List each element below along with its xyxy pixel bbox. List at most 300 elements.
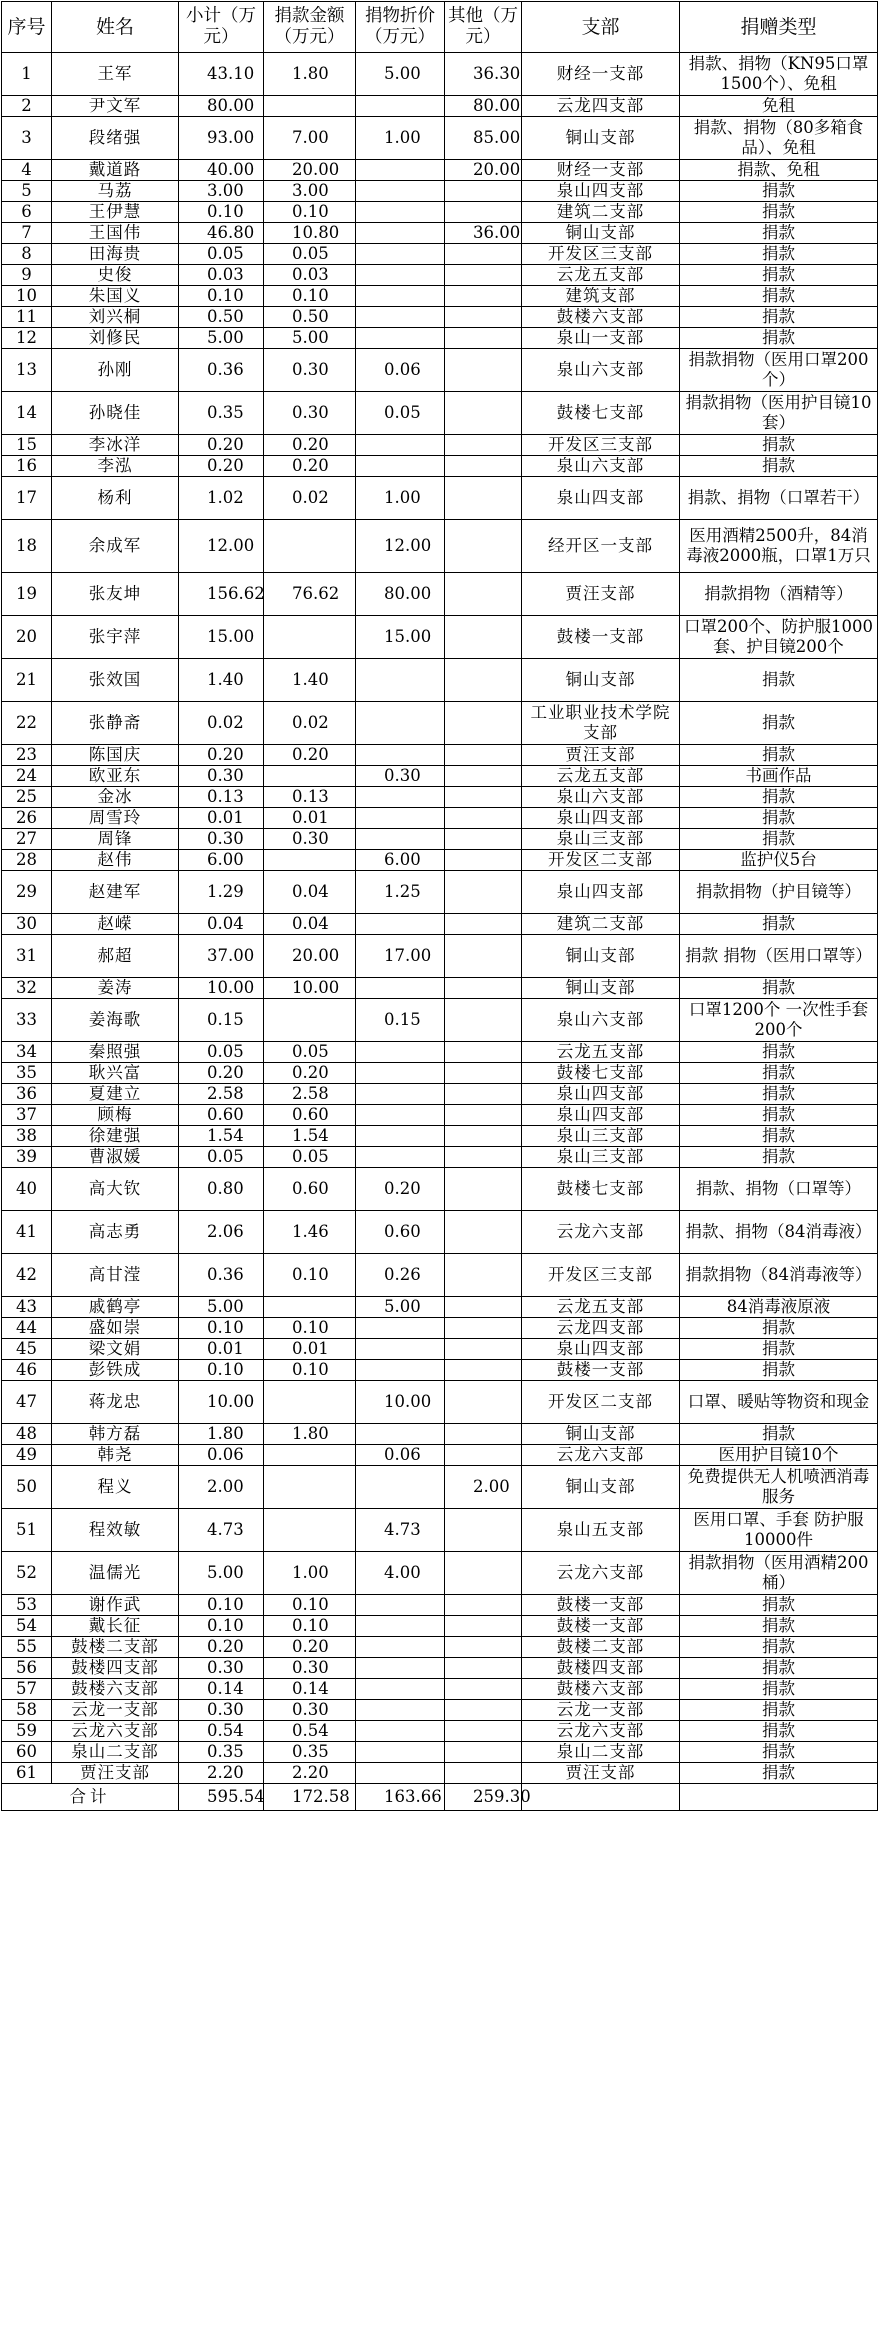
- cell-other: [445, 808, 522, 829]
- cell-branch: 云龙六支部: [522, 1721, 680, 1742]
- cell-other: [445, 1595, 522, 1616]
- cell-name: 盛如崇: [52, 1318, 179, 1339]
- table-row: [2, 829, 878, 850]
- cell-goods: 17.00: [356, 935, 445, 978]
- table-row: [2, 1466, 878, 1509]
- cell-type: 捐款: [680, 265, 878, 286]
- cell-subtotal: 0.30: [179, 829, 264, 850]
- cell-name: 曹淑媛: [52, 1147, 179, 1168]
- cell-goods: [356, 978, 445, 999]
- cell-no: 21: [2, 659, 52, 702]
- cell-branch: 泉山五支部: [522, 1509, 680, 1552]
- cell-cash: 0.30: [264, 392, 356, 435]
- cell-type: 口罩200个、防护服1000套、护目镜200个: [680, 616, 878, 659]
- cell-subtotal: 10.00: [179, 1381, 264, 1424]
- table-row: [2, 1042, 878, 1063]
- cell-subtotal: 1.29: [179, 871, 264, 914]
- table-row: [2, 1105, 878, 1126]
- cell-other: 20.00: [445, 160, 522, 181]
- cell-goods: [356, 181, 445, 202]
- cell-no: 30: [2, 914, 52, 935]
- cell-subtotal: 0.13: [179, 787, 264, 808]
- cell-type: 捐款捐物（医用酒精200桶）: [680, 1552, 878, 1595]
- cell-branch: 鼓楼六支部: [522, 307, 680, 328]
- table-row: [2, 1168, 878, 1211]
- cell-name: 王军: [52, 53, 179, 96]
- cell-goods: [356, 202, 445, 223]
- table-row: [2, 1763, 878, 1784]
- cell-type: 口罩、暖贴等物资和现金: [680, 1381, 878, 1424]
- cell-goods: 6.00: [356, 850, 445, 871]
- cell-type: 捐款: [680, 1318, 878, 1339]
- total-goods: 163.66: [356, 1784, 445, 1811]
- table-row: [2, 477, 878, 520]
- cell-subtotal: 0.01: [179, 808, 264, 829]
- cell-subtotal: 2.20: [179, 1763, 264, 1784]
- cell-other: 2.00: [445, 1466, 522, 1509]
- cell-branch: 铜山支部: [522, 978, 680, 999]
- cell-type: 84消毒液原液: [680, 1297, 878, 1318]
- cell-goods: [356, 745, 445, 766]
- cell-other: [445, 265, 522, 286]
- table-row: [2, 1063, 878, 1084]
- cell-branch: 铜山支部: [522, 117, 680, 160]
- cell-other: [445, 1700, 522, 1721]
- cell-subtotal: 93.00: [179, 117, 264, 160]
- cell-other: [445, 1042, 522, 1063]
- cell-name: 高甘滢: [52, 1254, 179, 1297]
- cell-subtotal: 2.06: [179, 1211, 264, 1254]
- table-row: [2, 978, 878, 999]
- cell-other: [445, 659, 522, 702]
- cell-branch: 云龙五支部: [522, 766, 680, 787]
- cell-branch: 云龙六支部: [522, 1445, 680, 1466]
- cell-no: 50: [2, 1466, 52, 1509]
- cell-no: 19: [2, 573, 52, 616]
- cell-no: 31: [2, 935, 52, 978]
- cell-cash: 10.80: [264, 223, 356, 244]
- cell-subtotal: 0.10: [179, 286, 264, 307]
- cell-goods: [356, 829, 445, 850]
- cell-cash: [264, 999, 356, 1042]
- cell-branch: 泉山四支部: [522, 808, 680, 829]
- cell-other: [445, 286, 522, 307]
- table-row: [2, 1679, 878, 1700]
- cell-type: 捐款捐物（医用护目镜10套）: [680, 392, 878, 435]
- cell-type: 捐款: [680, 1084, 878, 1105]
- cell-no: 26: [2, 808, 52, 829]
- cell-no: 54: [2, 1616, 52, 1637]
- cell-cash: 1.40: [264, 659, 356, 702]
- cell-goods: [356, 659, 445, 702]
- table-row: [2, 1339, 878, 1360]
- cell-branch: 泉山四支部: [522, 1084, 680, 1105]
- cell-subtotal: 40.00: [179, 160, 264, 181]
- cell-goods: 0.60: [356, 1211, 445, 1254]
- table-row: [2, 787, 878, 808]
- cell-branch: 云龙五支部: [522, 1297, 680, 1318]
- cell-branch: 鼓楼七支部: [522, 1168, 680, 1211]
- table-row: [2, 53, 878, 96]
- header-subtotal: 小计（万元）: [179, 2, 264, 53]
- cell-subtotal: 2.58: [179, 1084, 264, 1105]
- table-row: [2, 935, 878, 978]
- cell-goods: 0.15: [356, 999, 445, 1042]
- table-row: [2, 265, 878, 286]
- cell-name: 鼓楼四支部: [52, 1658, 179, 1679]
- cell-other: [445, 1424, 522, 1445]
- cell-no: 59: [2, 1721, 52, 1742]
- cell-cash: 0.20: [264, 1063, 356, 1084]
- cell-branch: 开发区三支部: [522, 435, 680, 456]
- cell-subtotal: 0.05: [179, 244, 264, 265]
- header-goods: 捐物折价（万元）: [356, 2, 445, 53]
- cell-branch: 工业职业技术学院支部: [522, 702, 680, 745]
- cell-no: 46: [2, 1360, 52, 1381]
- cell-branch: 经开区一支部: [522, 520, 680, 573]
- cell-cash: 20.00: [264, 160, 356, 181]
- cell-cash: [264, 520, 356, 573]
- cell-other: [445, 520, 522, 573]
- cell-cash: 0.30: [264, 1658, 356, 1679]
- cell-type: 捐款: [680, 829, 878, 850]
- cell-other: [445, 1063, 522, 1084]
- cell-type: 捐款: [680, 286, 878, 307]
- cell-goods: 1.00: [356, 477, 445, 520]
- cell-subtotal: 5.00: [179, 1297, 264, 1318]
- cell-goods: [356, 456, 445, 477]
- cell-other: [445, 1084, 522, 1105]
- cell-subtotal: 0.30: [179, 1658, 264, 1679]
- cell-cash: 0.14: [264, 1679, 356, 1700]
- cell-type: 捐款: [680, 978, 878, 999]
- table-row: [2, 1084, 878, 1105]
- cell-no: 25: [2, 787, 52, 808]
- cell-type: 捐款捐物（84消毒液等）: [680, 1254, 878, 1297]
- cell-name: 田海贵: [52, 244, 179, 265]
- cell-goods: 10.00: [356, 1381, 445, 1424]
- cell-name: 张静斋: [52, 702, 179, 745]
- cell-branch: 鼓楼一支部: [522, 1595, 680, 1616]
- table-row: [2, 745, 878, 766]
- cell-branch: 泉山六支部: [522, 456, 680, 477]
- cell-other: [445, 978, 522, 999]
- cell-type: 捐款: [680, 1679, 878, 1700]
- cell-other: [445, 1742, 522, 1763]
- cell-type: 捐款、捐物（80多箱食品）、免租: [680, 117, 878, 160]
- cell-subtotal: 0.60: [179, 1105, 264, 1126]
- cell-other: [445, 1637, 522, 1658]
- cell-no: 40: [2, 1168, 52, 1211]
- cell-no: 47: [2, 1381, 52, 1424]
- cell-type: 捐款: [680, 1721, 878, 1742]
- cell-cash: 0.01: [264, 1339, 356, 1360]
- cell-subtotal: 1.40: [179, 659, 264, 702]
- total-cash: 172.58: [264, 1784, 356, 1811]
- table-row: [2, 1637, 878, 1658]
- cell-subtotal: 0.14: [179, 1679, 264, 1700]
- cell-name: 孙刚: [52, 349, 179, 392]
- cell-goods: [356, 1360, 445, 1381]
- cell-branch: 云龙一支部: [522, 1700, 680, 1721]
- cell-type: 捐款: [680, 1063, 878, 1084]
- table-row: [2, 616, 878, 659]
- cell-branch: 贾汪支部: [522, 573, 680, 616]
- cell-name: 周锋: [52, 829, 179, 850]
- cell-subtotal: 0.04: [179, 914, 264, 935]
- cell-cash: 0.05: [264, 1147, 356, 1168]
- cell-name: 赵建军: [52, 871, 179, 914]
- cell-other: [445, 1318, 522, 1339]
- table-row: [2, 349, 878, 392]
- cell-type: 捐款: [680, 435, 878, 456]
- cell-no: 56: [2, 1658, 52, 1679]
- cell-no: 53: [2, 1595, 52, 1616]
- cell-cash: 0.30: [264, 349, 356, 392]
- cell-no: 37: [2, 1105, 52, 1126]
- cell-type: 捐款: [680, 1742, 878, 1763]
- cell-branch: 泉山六支部: [522, 787, 680, 808]
- cell-cash: [264, 1509, 356, 1552]
- cell-name: 金冰: [52, 787, 179, 808]
- cell-no: 58: [2, 1700, 52, 1721]
- cell-goods: [356, 1147, 445, 1168]
- cell-goods: [356, 435, 445, 456]
- cell-cash: [264, 1445, 356, 1466]
- cell-no: 39: [2, 1147, 52, 1168]
- cell-cash: 76.62: [264, 573, 356, 616]
- cell-subtotal: 0.10: [179, 1616, 264, 1637]
- cell-cash: 0.50: [264, 307, 356, 328]
- cell-branch: 泉山四支部: [522, 1105, 680, 1126]
- cell-cash: 0.35: [264, 1742, 356, 1763]
- cell-type: 捐款: [680, 181, 878, 202]
- table-row: [2, 871, 878, 914]
- cell-branch: 云龙五支部: [522, 265, 680, 286]
- cell-no: 29: [2, 871, 52, 914]
- cell-name: 史俊: [52, 265, 179, 286]
- cell-goods: 0.26: [356, 1254, 445, 1297]
- cell-name: 姜海歌: [52, 999, 179, 1042]
- cell-name: 云龙六支部: [52, 1721, 179, 1742]
- cell-goods: 1.25: [356, 871, 445, 914]
- cell-subtotal: 0.10: [179, 1595, 264, 1616]
- cell-type: 捐款: [680, 1042, 878, 1063]
- cell-subtotal: 0.10: [179, 1318, 264, 1339]
- cell-no: 4: [2, 160, 52, 181]
- cell-type: 捐款: [680, 456, 878, 477]
- cell-no: 28: [2, 850, 52, 871]
- cell-cash: 0.10: [264, 1254, 356, 1297]
- cell-goods: [356, 1126, 445, 1147]
- cell-other: [445, 1147, 522, 1168]
- cell-branch: 开发区三支部: [522, 244, 680, 265]
- table-row: [2, 202, 878, 223]
- cell-goods: [356, 96, 445, 117]
- cell-cash: 3.00: [264, 181, 356, 202]
- cell-cash: 0.20: [264, 456, 356, 477]
- table-row: [2, 1742, 878, 1763]
- cell-other: [445, 573, 522, 616]
- cell-goods: 0.06: [356, 349, 445, 392]
- table-row: [2, 223, 878, 244]
- cell-subtotal: 4.73: [179, 1509, 264, 1552]
- cell-other: [445, 1126, 522, 1147]
- cell-no: 57: [2, 1679, 52, 1700]
- table-row: [2, 456, 878, 477]
- cell-type: 捐款: [680, 1126, 878, 1147]
- cell-subtotal: 0.54: [179, 1721, 264, 1742]
- cell-branch: 财经一支部: [522, 53, 680, 96]
- cell-no: 12: [2, 328, 52, 349]
- table-row: [2, 1721, 878, 1742]
- cell-name: 段绪强: [52, 117, 179, 160]
- table-row: [2, 520, 878, 573]
- table-row: [2, 181, 878, 202]
- cell-cash: 0.10: [264, 1318, 356, 1339]
- cell-other: 80.00: [445, 96, 522, 117]
- cell-subtotal: 0.20: [179, 1063, 264, 1084]
- cell-cash: [264, 766, 356, 787]
- table-row: [2, 286, 878, 307]
- cell-branch: 云龙五支部: [522, 1042, 680, 1063]
- cell-cash: 0.60: [264, 1105, 356, 1126]
- cell-cash: 20.00: [264, 935, 356, 978]
- cell-subtotal: 0.30: [179, 766, 264, 787]
- cell-no: 49: [2, 1445, 52, 1466]
- cell-type: 捐款: [680, 1105, 878, 1126]
- cell-no: 24: [2, 766, 52, 787]
- cell-name: 程义: [52, 1466, 179, 1509]
- cell-type: 捐款捐物（酒精等）: [680, 573, 878, 616]
- cell-subtotal: 0.20: [179, 1637, 264, 1658]
- cell-subtotal: 0.20: [179, 456, 264, 477]
- cell-subtotal: 1.02: [179, 477, 264, 520]
- cell-subtotal: 1.80: [179, 1424, 264, 1445]
- cell-name: 徐建强: [52, 1126, 179, 1147]
- cell-goods: [356, 1466, 445, 1509]
- cell-other: [445, 616, 522, 659]
- table-row: [2, 914, 878, 935]
- cell-other: [445, 477, 522, 520]
- cell-goods: 80.00: [356, 573, 445, 616]
- table-row: [2, 659, 878, 702]
- cell-goods: [356, 286, 445, 307]
- cell-type: 捐款: [680, 202, 878, 223]
- cell-branch: 开发区三支部: [522, 1254, 680, 1297]
- cell-type: 捐款: [680, 1147, 878, 1168]
- cell-name: 陈国庆: [52, 745, 179, 766]
- cell-cash: [264, 616, 356, 659]
- cell-branch: 云龙四支部: [522, 96, 680, 117]
- cell-type: 捐款: [680, 1595, 878, 1616]
- cell-name: 李泓: [52, 456, 179, 477]
- cell-other: [445, 1360, 522, 1381]
- cell-cash: 0.04: [264, 914, 356, 935]
- table-row: [2, 766, 878, 787]
- cell-cash: 1.80: [264, 53, 356, 96]
- table-row: [2, 435, 878, 456]
- cell-branch: 鼓楼六支部: [522, 1679, 680, 1700]
- cell-cash: 0.04: [264, 871, 356, 914]
- cell-no: 5: [2, 181, 52, 202]
- cell-other: [445, 766, 522, 787]
- cell-subtotal: 0.05: [179, 1147, 264, 1168]
- cell-branch: 贾汪支部: [522, 1763, 680, 1784]
- cell-branch: 泉山四支部: [522, 181, 680, 202]
- cell-goods: [356, 808, 445, 829]
- cell-goods: 0.06: [356, 1445, 445, 1466]
- cell-goods: [356, 244, 445, 265]
- cell-subtotal: 0.35: [179, 1742, 264, 1763]
- table-row: [2, 1297, 878, 1318]
- table-row: [2, 1658, 878, 1679]
- cell-branch: 云龙六支部: [522, 1211, 680, 1254]
- cell-no: 33: [2, 999, 52, 1042]
- cell-subtotal: 0.20: [179, 435, 264, 456]
- cell-goods: [356, 1084, 445, 1105]
- cell-goods: 0.05: [356, 392, 445, 435]
- cell-subtotal: 0.03: [179, 265, 264, 286]
- cell-type: 捐款、捐物（84消毒液）: [680, 1211, 878, 1254]
- cell-subtotal: 0.36: [179, 349, 264, 392]
- cell-type: 捐款: [680, 808, 878, 829]
- cell-branch: 建筑二支部: [522, 914, 680, 935]
- cell-other: [445, 1763, 522, 1784]
- cell-name: 王伊慧: [52, 202, 179, 223]
- cell-type: 捐款: [680, 1637, 878, 1658]
- table-row: [2, 1552, 878, 1595]
- cell-branch: 泉山三支部: [522, 1126, 680, 1147]
- cell-no: 1: [2, 53, 52, 96]
- cell-other: [445, 1679, 522, 1700]
- cell-subtotal: 0.10: [179, 1360, 264, 1381]
- cell-type: 捐款 捐物（医用口罩等）: [680, 935, 878, 978]
- cell-subtotal: 43.10: [179, 53, 264, 96]
- cell-no: 51: [2, 1509, 52, 1552]
- cell-branch: 鼓楼二支部: [522, 1637, 680, 1658]
- cell-goods: [356, 702, 445, 745]
- header-type: 捐赠类型: [680, 2, 878, 53]
- cell-branch: 鼓楼七支部: [522, 1063, 680, 1084]
- cell-no: 61: [2, 1763, 52, 1784]
- cell-name: 戴长征: [52, 1616, 179, 1637]
- cell-cash: 0.01: [264, 808, 356, 829]
- table-row: [2, 1254, 878, 1297]
- table-row: [2, 1445, 878, 1466]
- cell-cash: 2.58: [264, 1084, 356, 1105]
- donation-table: [1, 1, 878, 1811]
- cell-cash: 0.20: [264, 435, 356, 456]
- table-row: [2, 702, 878, 745]
- table-row: [2, 392, 878, 435]
- cell-goods: [356, 1763, 445, 1784]
- cell-cash: 0.60: [264, 1168, 356, 1211]
- cell-goods: [356, 160, 445, 181]
- cell-other: [445, 1658, 522, 1679]
- cell-no: 16: [2, 456, 52, 477]
- cell-other: [445, 456, 522, 477]
- table-row: [2, 244, 878, 265]
- table-row: [2, 1318, 878, 1339]
- cell-no: 9: [2, 265, 52, 286]
- cell-goods: [356, 1042, 445, 1063]
- table-row: [2, 1616, 878, 1637]
- cell-subtotal: 0.01: [179, 1339, 264, 1360]
- cell-branch: 铜山支部: [522, 1424, 680, 1445]
- cell-subtotal: 5.00: [179, 1552, 264, 1595]
- cell-other: [445, 787, 522, 808]
